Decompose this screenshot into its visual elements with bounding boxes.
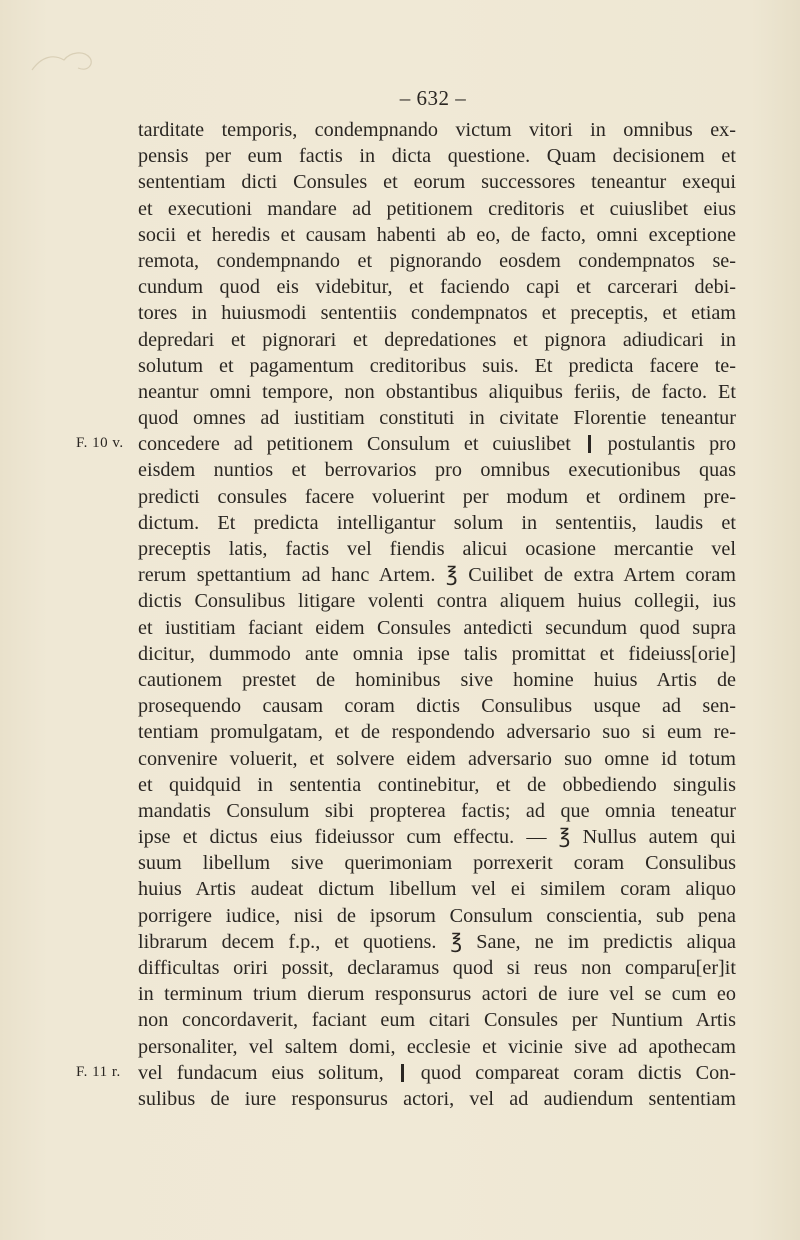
text-line: ipse et dictus eius fideiussor cum effectu. — ℥ Nullus autem qui [138,826,736,849]
folio-break-mark [401,1064,404,1082]
text-line: concedere ad petitionem Consulum et cuiuslibet postulantis pro [138,433,736,456]
text-line: suum libellum sive querimoniam porrexerit coram Consulibus [138,852,736,875]
folio-margin-note: F. 10 v. [76,435,124,452]
text-line: dictum. Et predicta intelligantur solum in sententiis, laudis et [138,511,736,534]
text-line: vel fundacum eius solitum, quod compareat coram dictis Con- [138,1061,736,1084]
text-line: predicti consules facere voluerint per modum et ordinem pre- [138,485,736,508]
text-line: difficultas oriri possit, declaramus quod si reus non comparu[er]it [138,957,736,979]
text-line: quod omnes ad iustitiam constituti in civitate Florentie teneantur [138,407,736,430]
text-line: tores in huiusmodi sententiis condempnatos et preceptis, et etiam [138,302,736,325]
text-line: personaliter, vel saltem domi, ecclesie et vicinie sive ad apothecam [138,1035,736,1058]
text-line: eisdem nuntios et berrovarios pro omnibus executionibus quas [138,459,736,482]
text-line: porrigere iudice, nisi de ipsorum Consulum conscientia, sub pena [138,904,736,927]
text-line: dictis Consulibus litigare volenti contra aliquem huius collegii, ius [138,590,736,613]
text-line: sulibus de iure responsurus actori, vel ad audiendum sententiam [138,1087,736,1110]
text-line: preceptis latis, factis vel fiendis alicui ocasione mercantie vel [138,538,736,560]
text-line: huius Artis audeat dictum libellum vel ei similem coram aliquo [138,878,736,901]
text-line: solutum et pagamentum creditoribus suis. Et predicta facere te- [138,354,736,377]
text-line: depredari et pignorari et depredationes et pignora adiudicari in [138,328,736,351]
body-text [138,117,736,1112]
folio-margin-note: F. 11 r. [76,1064,121,1081]
text-line: pensis per eum factis in dicta questione. Quam decisionem et [138,145,736,168]
page-number: – 632 – [399,86,467,110]
text-line: rerum spettantium ad hanc Artem. ℥ Cuilibet de extra Artem coram [138,564,736,587]
text-line: et executioni mandare ad petitionem creditoris et cuiuslibet eius [138,197,736,220]
text-line: neantur omni tempore, non obstantibus aliquibus feriis, de facto. Et [138,380,736,403]
text-line: librarum decem f.p., et quotiens. ℥ Sane, ne im predictis aliqua [138,930,736,953]
text-line: non concordaverit, faciant eum citari Consules per Nuntium Artis [138,1009,736,1032]
text-line: cundum quod eis videbitur, et faciendo capi et carcerari debi- [138,276,736,299]
text-line: mandatis Consulum sibi propterea factis; ad que omnia teneatur [138,799,736,822]
text-line: remota, condempnando et pignorando eosdem condempnatos se- [138,249,736,272]
ink-smudge-mark [28,46,98,76]
text-line: dicitur, dummodo ante omnia ipse talis promittat et fideiuss[orie] [138,642,736,665]
text-line: et quidquid in sententia continebitur, et de obbediendo singulis [138,773,736,796]
text-line: tarditate temporis, condempnando victum vitori in omnibus ex- [138,119,736,141]
folio-break-mark [588,435,591,453]
text-line: cautionem prestet de hominibus sive homine huius Artis de [138,668,736,691]
text-line: et iustitiam faciant eidem Consules antedicti secundum quod supra [138,616,736,639]
text-line: sententiam dicti Consules et eorum successores teneantur exequi [138,171,736,194]
text-line: convenire voluerit, et solvere eidem adversario suo omne id totum [138,747,736,770]
text-line: in terminum trium dierum responsurus actori de iure vel se cum eo [138,983,736,1006]
text-line: socii et heredis et causam habenti ab eo, de facto, omni exceptione [138,223,736,246]
text-line: prosequendo causam coram dictis Consulibus usque ad sen- [138,695,736,718]
text-line: tentiam promulgatam, et de respondendo adversario suo si eum re- [138,721,736,744]
